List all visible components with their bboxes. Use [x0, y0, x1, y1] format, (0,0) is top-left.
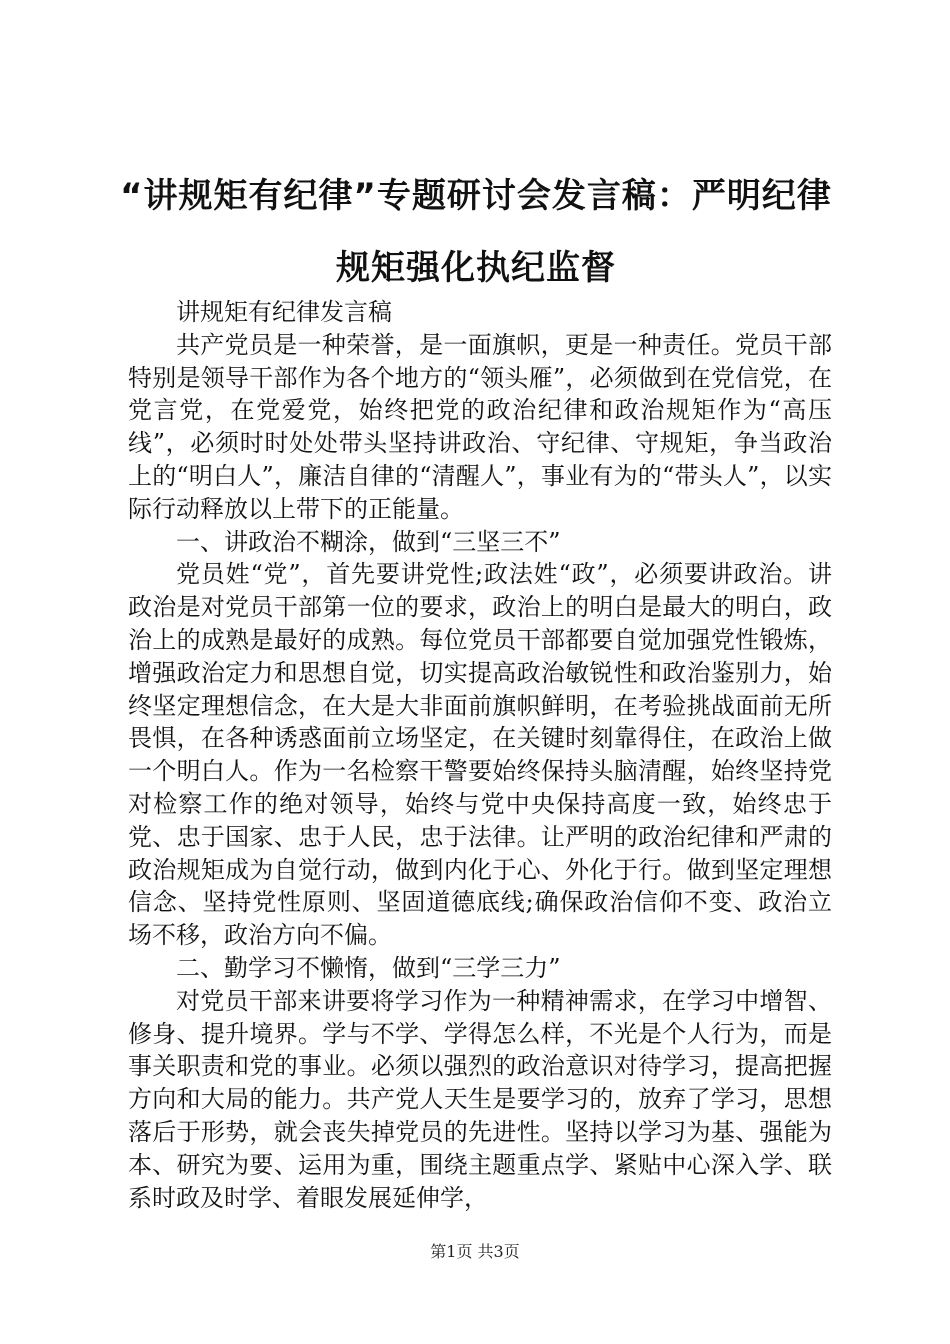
paragraph-subtitle: 讲规矩有纪律发言稿 — [176, 298, 392, 326]
document-title: “讲规矩有纪律”专题研讨会发言稿：严明纪律规矩强化执纪监督 — [120, 176, 832, 288]
section-heading-2: 二、勤学习不懒惰，做到“三学三力” — [176, 953, 561, 982]
paragraph-section-2: 对党员干部来讲要将学习作为一种精神需求，在学习中增智、修身、提升境界。学与不学、学得怎么样，不光是个人行为，而是事关职责和党的事业。必须以强烈的政治意识对待学习，提高把握方向和大局的能力。共产党人天生是要学习的，放弃了学习，思想落后于形势，就会丧失掉党员的先进性。坚持以学习为基、强能为本、研究为要、运用为重，围绕主题重点学、紧贴中心深入学、联系时政及时学、着眼发展延伸学， — [128, 986, 832, 1212]
document-body — [128, 296, 832, 1214]
section-heading-1: 一、讲政治不糊涂，做到“三坚三不” — [176, 527, 561, 556]
paragraph-section-1: 党员姓“党”，首先要讲党性;政法姓“政”，必须要讲政治。讲政治是对党员干部第一位的要求，政治上的明白是最大的明白，政治上的成熟是最好的成熟。每位党员干部都要自觉加强党性锻炼，增强政治定力和思想自觉，切实提高政治敏锐性和政治鉴别力，始终坚定理想信念，在大是大非面前旗帜鲜明，在考验挑战面前无所畏惧，在各种诱惑面前立场坚定，在关键时刻靠得住，在政治上做一个明白人。作为一名检察干警要始终保持头脑清醒，始终坚持党对检察工作的绝对领导，始终与党中央保持高度一致，始终忠于党、忠于国家、忠于人民，忠于法律。让严明的政治纪律和严肃的政治规矩成为自觉行动，做到内化于心、外化于行。做到坚定理想信念、坚持党性原则、坚固道德底线;确保政治信仰不变、政治立场不移，政治方向不偏。 — [128, 560, 832, 950]
page-footer: 第1页 共3页 — [430, 1242, 520, 1261]
paragraph-intro: 共产党员是一种荣誉，是一面旗帜，更是一种责任。党员干部特别是领导干部作为各个地方的“领头雁”，必须做到在党信党，在党言党，在党爱党，始终把党的政治纪律和政治规矩作为“高压线”，必须时时处处带头坚持讲政治、守纪律、守规矩，争当政治上的“明白人”，廉洁自律的“清醒人”，事业有为的“带头人”，以实际行动释放以上带下的正能量。 — [128, 330, 832, 523]
